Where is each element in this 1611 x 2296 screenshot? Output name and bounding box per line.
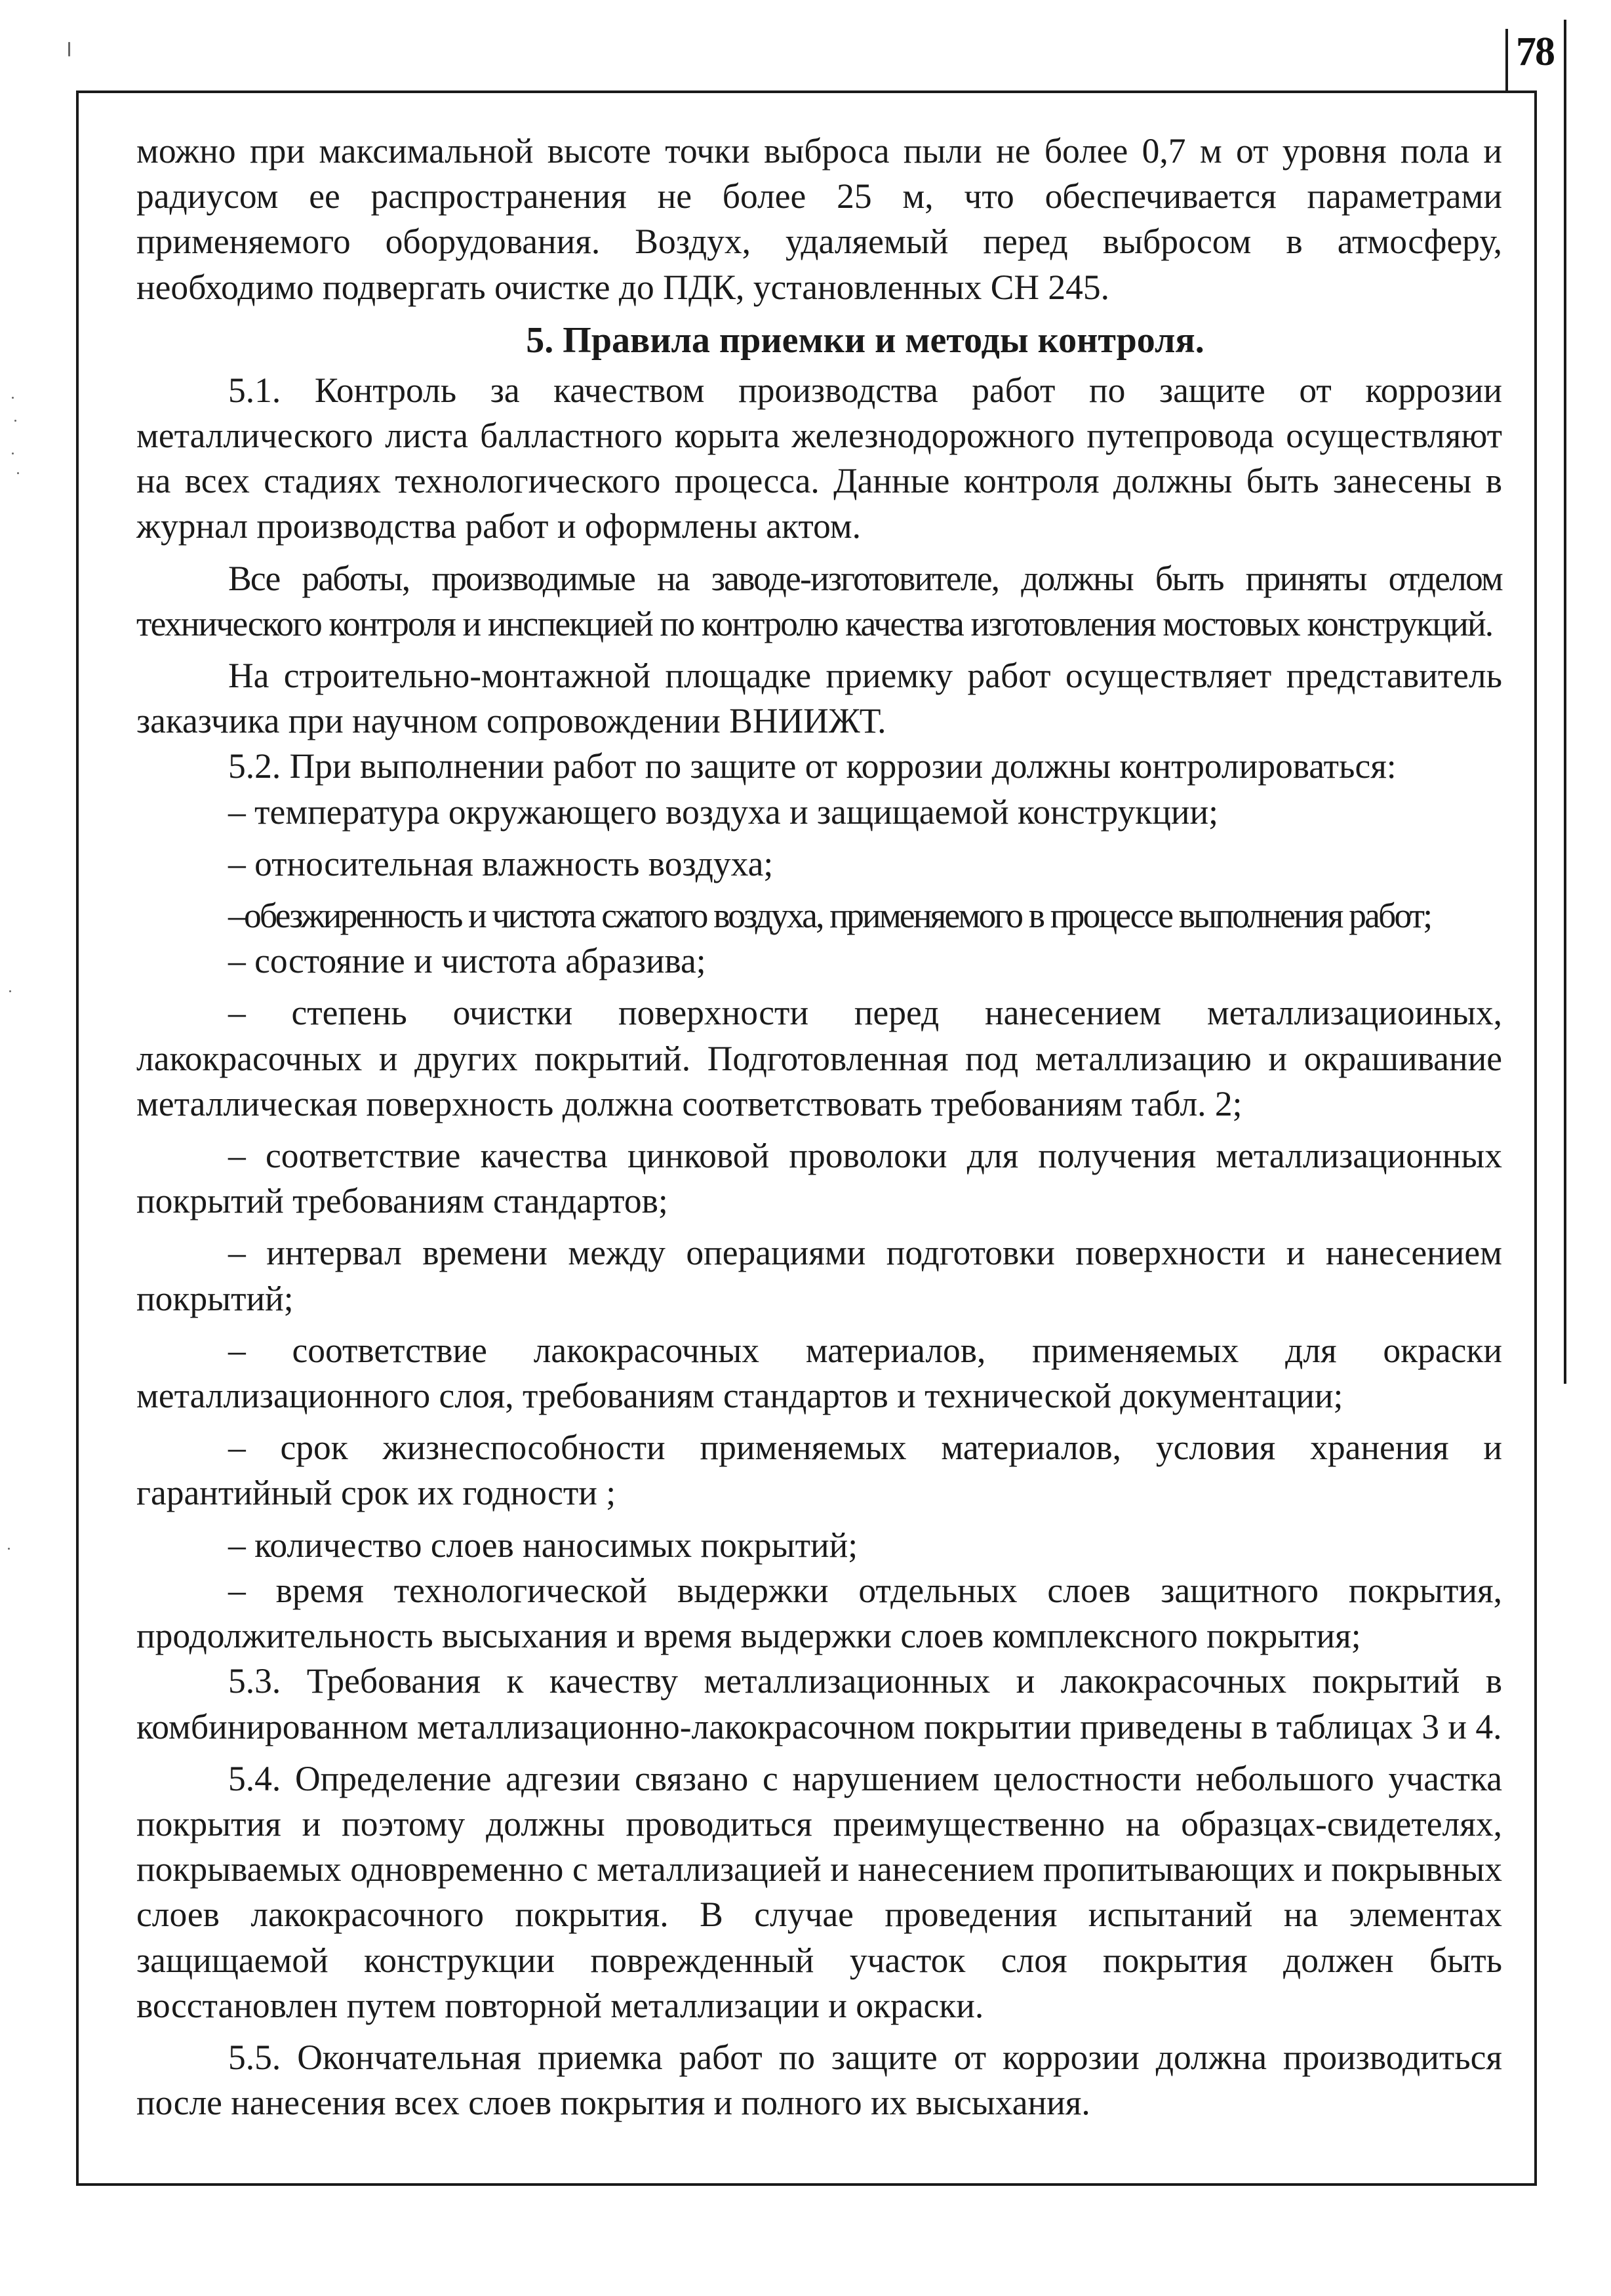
control-item: – соответствие лакокрасочных материалов, применяемых для окраски металлизационного слоя, требованиям стандартов и технической документации; — [136, 1330, 1502, 1416]
control-item: – интервал времени между операциями подготовки поверхности и нанесением покрытий; — [136, 1233, 1502, 1318]
control-item: – относительная влажность воздуха; — [228, 843, 774, 883]
control-item: – время технологической выдержки отдельных слоев защитного покрытия, продолжительность высыхания и время выдержки слоев комплексного покрытия; — [136, 1570, 1502, 1656]
paragraph-5-4: 5.4. Определение адгезии связано с нарушением целостности небольшого участка покрытия и поэтому должны проводиться преимущественно на образцах-свидетелях, покрываемых одновременно с металлизацией и нанесением пропитывающих и покрывных слоев лакокрасочного покрытия. В случае проведения испытаний на элементах защищаемой конструкции поврежденный участок слоя покрытия должен быть восстановлен путем повторной металлизации и окраски. — [136, 1758, 1502, 2025]
section-heading: 5. Правила приемки и методы контроля. — [526, 319, 1204, 361]
page-number-rule-vertical — [1505, 29, 1508, 93]
paragraph-site-acceptance: На строительно-монтажной площадке приемку работ осуществляет представитель заказчика при научном сопровождении ВНИИЖТ. — [136, 656, 1502, 741]
control-item: – состояние и чистота абразива; — [228, 941, 706, 981]
control-item: – срок жизнеспособности применяемых материалов, условия хранения и гарантийный срок их годности ; — [136, 1428, 1502, 1513]
control-item: – температура окружающего воздуха и защищаемой конструкции; — [228, 792, 1219, 832]
paragraph-factory-acceptance: Все работы, производимые на заводе-изготовителе, должны быть приняты отделом технического контроля и инспекцией по контролю качества изготовления мостовых конструкций. — [136, 558, 1502, 643]
scan-speck — [9, 990, 11, 992]
control-item: – количество слоев наносимых покрытий; — [228, 1525, 858, 1565]
paragraph-5-5: 5.5. Окончательная приемка работ по защите от коррозии должна производиться после нанесения всех слоев покрытия и полного их высыхания. — [136, 2037, 1502, 2123]
paragraph-5-1: 5.1. Контроль за качеством производства работ по защите от коррозии металлического листа балластного корыта железнодорожного путепровода осуществляют на всех стадиях технологического процесса. Данные контроля должны быть занесены в журнал производства работ и оформлены актом. — [136, 370, 1502, 546]
carryover-paragraph: можно при максимальной высоте точки выброса пыли не более 0,7 м от уровня пола и радиусом ее распространения не более 25 м, что обеспечивается параметрами применяемого оборудования. Воздух, удаляемый перед выбросом в атмосферу, необходимо подвергать очистке до ПДК, установленных СН 245. — [136, 131, 1502, 307]
control-item: – степень очистки поверхности перед нанесением металлизациоиных, лакокрасочных и других покрытий. Подготовленная под металлизацию и окрашивание металлическая поверхность должна соответствовать требованиям табл. 2; — [136, 993, 1502, 1123]
scan-speck — [14, 420, 16, 422]
scan-speck — [8, 1548, 10, 1550]
page-number-rule-right — [1564, 20, 1566, 1384]
control-item: – соответствие качества цинковой проволоки для получения металлизационных покрытий требованиям стандартов; — [136, 1136, 1502, 1221]
page-number: 78 — [1516, 30, 1554, 74]
paragraph-5-2: 5.2. При выполнении работ по защите от коррозии должны контролироваться: — [228, 746, 1397, 786]
control-item: –обезжиренность и чистота сжатого воздуха, применяемого в процессе выполнения работ; — [228, 896, 1431, 936]
paragraph-5-3: 5.3. Требования к качеству металлизационных и лакокрасочных покрытий в комбинированном металлизационно-лакокрасочном покрытии приведены в таблицах 3 и 4. — [136, 1661, 1502, 1746]
scan-speck — [12, 453, 14, 454]
scan-speck — [68, 42, 70, 56]
scan-speck — [12, 397, 14, 399]
document-body — [136, 129, 1502, 2125]
scan-speck — [17, 472, 19, 474]
